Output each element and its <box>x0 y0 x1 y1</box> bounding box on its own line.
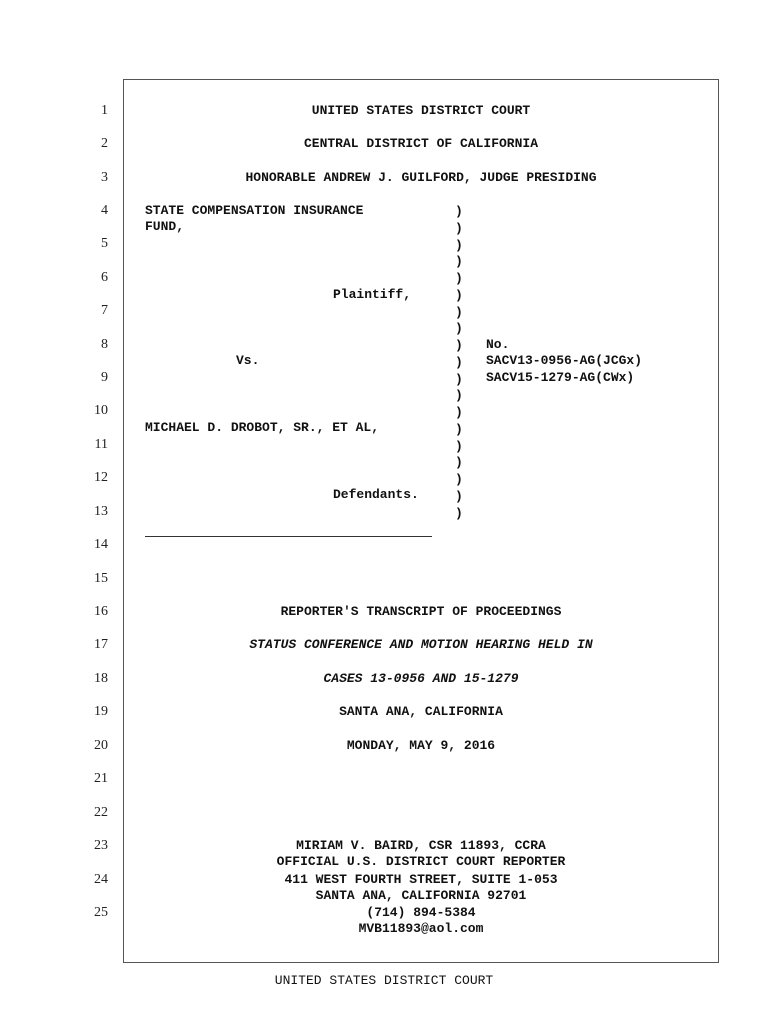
defendant-name: MICHAEL D. DROBOT, SR., ET AL, <box>145 420 380 435</box>
caption-divider-line <box>145 536 432 537</box>
line-number: 2 <box>101 136 108 151</box>
reporter-city: SANTA ANA, CALIFORNIA 92701 <box>315 888 527 903</box>
line-number: 8 <box>101 337 108 352</box>
versus: Vs. <box>236 353 260 368</box>
line-number: 11 <box>94 437 108 452</box>
line-number: 12 <box>94 470 108 485</box>
line-number: 23 <box>94 838 108 853</box>
hearing-location: SANTA ANA, CALIFORNIA <box>339 704 503 719</box>
defendant-role: Defendants. <box>333 487 419 502</box>
line-number: 10 <box>94 403 108 418</box>
plaintiff-name-line2: FUND, <box>145 219 185 234</box>
hearing-title: STATUS CONFERENCE AND MOTION HEARING HELD IN <box>249 637 593 652</box>
line-number: 13 <box>94 504 108 519</box>
plaintiff-name-line1: STATE COMPENSATION INSURANCE <box>145 203 364 218</box>
case-number-label: No. <box>486 337 510 352</box>
line-number: 16 <box>94 604 108 619</box>
caption-parenthesis-column: ) ) ) ) ) ) ) ) ) ) ) ) ) ) ) ) ) ) ) <box>455 204 463 521</box>
line-number: 14 <box>94 537 108 552</box>
line-number: 3 <box>101 170 108 185</box>
case-number-2: SACV15-1279-AG(CWx) <box>486 370 635 385</box>
line-number: 5 <box>101 236 108 251</box>
line-number: 1 <box>101 103 108 118</box>
line-number: 25 <box>94 905 108 920</box>
line-number: 20 <box>94 738 108 753</box>
transcript-title: REPORTER'S TRANSCRIPT OF PROCEEDINGS <box>280 604 562 619</box>
line-number: 22 <box>94 805 108 820</box>
case-numbers-title: CASES 13-0956 AND 15-1279 <box>323 671 519 686</box>
line-number: 17 <box>94 637 108 652</box>
line-number: 4 <box>101 203 108 218</box>
line-number: 21 <box>94 771 108 786</box>
hearing-date: MONDAY, MAY 9, 2016 <box>346 738 496 753</box>
reporter-name: MIRIAM V. BAIRD, CSR 11893, CCRA <box>296 838 546 853</box>
case-number-1: SACV13-0956-AG(JCGx) <box>486 353 643 368</box>
line-number: 7 <box>101 303 108 318</box>
line-number: 15 <box>94 571 108 586</box>
reporter-street: 411 WEST FOURTH STREET, SUITE 1-053 <box>284 872 558 887</box>
reporter-email: MVB11893@aol.com <box>358 921 484 936</box>
line-number: 19 <box>94 704 108 719</box>
line-number: 6 <box>101 270 108 285</box>
presiding-judge: HONORABLE ANDREW J. GUILFORD, JUDGE PRESIDING <box>245 170 597 185</box>
reporter-title: OFFICIAL U.S. DISTRICT COURT REPORTER <box>276 854 566 869</box>
plaintiff-role: Plaintiff, <box>333 287 412 302</box>
page-footer: UNITED STATES DISTRICT COURT <box>274 973 494 988</box>
district-name: CENTRAL DISTRICT OF CALIFORNIA <box>303 136 539 151</box>
line-number: 9 <box>101 370 108 385</box>
line-number: 18 <box>94 671 108 686</box>
reporter-phone: (714) 894-5384 <box>366 905 476 920</box>
court-name: UNITED STATES DISTRICT COURT <box>311 103 531 118</box>
line-number: 24 <box>94 872 108 887</box>
